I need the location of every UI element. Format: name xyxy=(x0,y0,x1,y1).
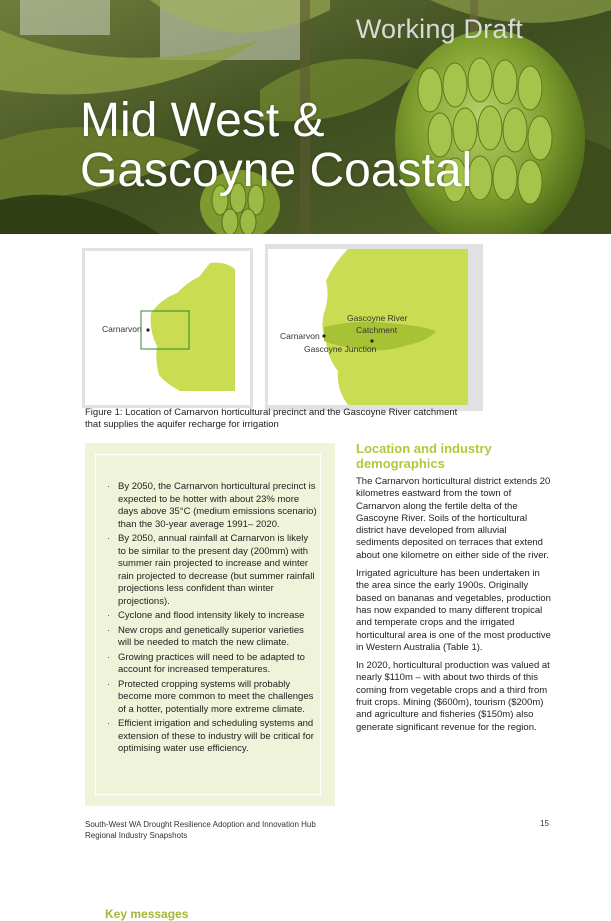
wa-map-label-carnarvon: Carnarvon xyxy=(102,324,142,334)
paragraph: Irrigated agriculture has been undertaken in the area since the early 1900s. Originally based on bananas and vegetables, production has now expanded to many different tropical and temperate crops and the irrigated horticultural area is one of the most productive in Western Australia (Table 1). xyxy=(356,568,551,653)
page-footer xyxy=(85,819,316,841)
detail-map-label-gascoyne-junction: Gascoyne Junction xyxy=(304,344,377,354)
figure-caption: Figure 1: Location of Carnarvon horticultural precinct and the Gascoyne River catchment that supplies the aquifer recharge for irrigation xyxy=(85,407,458,430)
footer-line1: South-West WA Drought Resilience Adoption and Innovation Hub xyxy=(85,820,316,829)
page-number: 15 xyxy=(540,819,549,828)
list-item: · By 2050, annual rainfall at Carnarvon is likely to be similar to the present day (200mm) with summer rain projected to increase and winter rain projected to decrease (but summer rainfall projections less confident than winter projections). xyxy=(108,533,318,608)
wa-map-frame xyxy=(82,248,253,408)
list-item: · Protected cropping systems will probably become more common to meet the challenges of a hotter, potentially more extreme climate. xyxy=(108,679,318,717)
detail-map-label-catchment-1: Gascoyne River xyxy=(347,313,408,323)
wa-map xyxy=(85,251,250,405)
list-item: · New crops and genetically superior varieties will be needed to match the new climate. xyxy=(108,625,318,650)
list-item: · Growing practices will need to be adapted to account for increased temperatures. xyxy=(108,652,318,677)
working-draft-label: Working Draft xyxy=(355,14,523,44)
list-item: · Efficient irrigation and scheduling systems and extension of these to industry will be critical for optimising water use efficiency. xyxy=(108,718,318,756)
location-section-body xyxy=(356,476,552,740)
detail-map-label-catchment-2: Catchment xyxy=(356,325,398,335)
footer-line2: Regional Industry Snapshots xyxy=(85,831,188,840)
key-messages-list xyxy=(108,481,318,758)
gascoyne-map xyxy=(268,249,468,405)
paragraph: In 2020, horticultural production was valued at nearly $110m – with about two thirds of this coming from vegetable crops and a third from fruit crops. Mining ($600m), tourism ($200m) and agriculture and fisheries ($150m) also generate significant revenue for the region. xyxy=(356,660,550,733)
detail-map-label-carnarvon: Carnarvon xyxy=(280,331,320,341)
paragraph: The Carnarvon horticultural district extends 20 kilometres eastward from the town of Carnarvon along the fertile delta of the Gascoyne River. Soils of the horticultural district have developed from alluvial sediments deposited on terraces that extend about one kilometre on either side of the river. xyxy=(356,476,551,561)
list-item: · Cyclone and flood intensity likely to increase xyxy=(108,610,318,623)
page-title-line2: Gascoyne Coastal xyxy=(80,144,473,197)
location-section-title: Location and industry demographics xyxy=(356,441,492,471)
header-banana-photo xyxy=(0,0,611,234)
list-item: · By 2050, the Carnarvon horticultural precinct is expected to be hotter with about 23% more days above 35°C (medium emissions scenario) than the 30-year average 1991– 2020. xyxy=(108,481,318,531)
page-title-line1: Mid West & xyxy=(80,94,325,147)
detail-map-frame xyxy=(265,244,483,411)
page-title xyxy=(80,96,472,196)
key-messages-title: Key messages xyxy=(105,907,189,921)
